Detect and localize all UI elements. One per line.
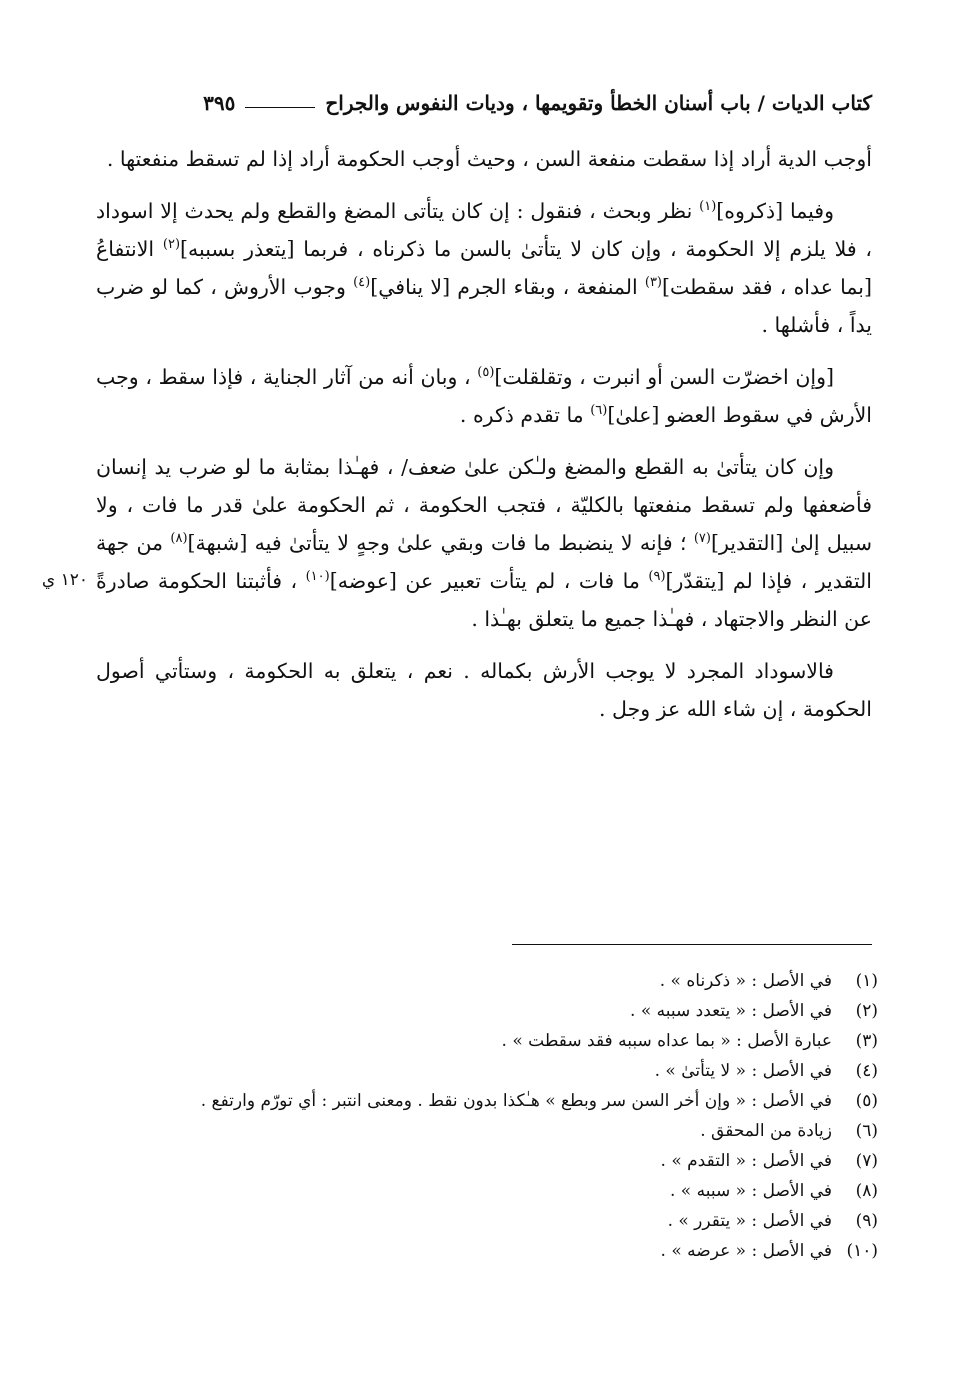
paragraph-3 <box>96 358 872 434</box>
page-number: ٣٩٥ <box>203 91 236 115</box>
paragraph-4 <box>96 448 872 638</box>
running-header <box>112 86 872 120</box>
text-segment: المنفعة ، وبقاء الجرم [لا ينافي] <box>370 275 645 299</box>
paragraph-2 <box>96 192 872 344</box>
footnote-text: في الأصل : « ذكرناه » . <box>659 971 832 991</box>
footnote-ref-7: (٧) <box>693 531 711 547</box>
footnote-number: (٨) <box>855 1181 878 1201</box>
footnote-ref-3: (٣) <box>644 275 662 291</box>
footnote-divider <box>512 944 872 945</box>
footnote <box>96 1056 878 1086</box>
text-segment: فالاسوداد المجرد لا يوجب الأرش بكماله . نعم ، يتعلق به الحكومة ، وستأتي أصول الحكومة ، إن شاء الله عز وجل . <box>96 659 872 721</box>
footnote-text: في الأصل : « لا يتأتىٰ » . <box>654 1061 832 1081</box>
footnote-number: (٧) <box>855 1151 878 1171</box>
footnote-text: في الأصل : « سببه » . <box>670 1181 832 1201</box>
footnote-number: (٩) <box>855 1211 878 1231</box>
footnote-ref-4: (٤) <box>353 275 371 291</box>
text-segment: وفيما [ذكروه] <box>716 199 834 223</box>
manuscript-folio-note: ١٢٠ ي <box>41 570 88 590</box>
main-text <box>96 140 872 728</box>
footnote-number: (٦) <box>855 1121 878 1141</box>
text-segment: [وإن اخضرّت السن أو انبرت ، وتقلقلت] <box>494 365 834 389</box>
footnote <box>96 1236 878 1266</box>
footnote <box>96 1146 878 1176</box>
footnotes <box>96 966 878 1266</box>
text-segment: من جهة التقدير ، فإذا لم [يتقدّر] <box>96 531 872 593</box>
footnote-number: (٢) <box>855 1001 878 1021</box>
footnote-text: في الأصل : « عرضه » . <box>660 1241 832 1261</box>
footnote-text: في الأصل : « يتعدد سببه » . <box>630 1001 832 1021</box>
text-segment: ، فأثبتنا الحكومة صادرةً عن النظر والاجتهاد ، فهـٰذا جميع ما يتعلق بهـٰذا . <box>96 569 872 631</box>
text-segment: أوجب الدية أراد إذا سقطت منفعة السن ، وحيث أوجب الحكومة أراد إذا لم تسقط منفعتها . <box>106 147 872 171</box>
footnote-ref-5: (٥) <box>477 365 495 381</box>
text-segment: نظر وبحث ، فنقول : إن كان يتأتى المضغ والقطع ولم يحدث إلا اسوداد ، فلا يلزم إلا الحكومة ، وإن كان لا يتأتىٰ بالسن ما ذكرناه ، فربما [يتعذر بسببه] <box>96 199 872 261</box>
footnote <box>96 1086 878 1116</box>
footnote <box>96 1206 878 1236</box>
footnote-text: في الأصل : « التقدم » . <box>660 1151 832 1171</box>
footnote-text: عبارة الأصل : « بما عداه سببه فقد سقطت » . <box>501 1031 832 1051</box>
footnote-number: (١) <box>855 971 878 991</box>
text-segment: وإن كان يتأتىٰ به القطع والمضغ ولـٰكن علىٰ ضعف/ ، فهـٰذا بمثابة ما لو ضرب يد إنسان فأضعفها ولم تسقط منفعتها بالكليّة ، فتجب الحكومة ، ثم الحكومة علىٰ قدر ما فات ، ولا سبيل إلىٰ [التقدير] <box>96 455 872 555</box>
footnote-number: (٤) <box>855 1061 878 1081</box>
footnote-number: (١٠) <box>846 1241 878 1261</box>
footnote <box>96 1116 878 1146</box>
footnote <box>96 996 878 1026</box>
text-segment: الانتفاعُ [بما عداه ، فقد سقطت] <box>96 237 872 299</box>
footnote-ref-9: (٩) <box>648 569 666 585</box>
footnote-ref-6: (٦) <box>590 403 608 419</box>
footnote-text: في الأصل : « وإن أخر السن سر وبطع » هـٰكذا بدون نقط . ومعنى انتبر : أي تورّم وارتفع . <box>200 1091 832 1111</box>
paragraph-1 <box>96 140 872 178</box>
text-segment: ، وبان أنه من آثار الجناية ، فإذا سقط ، وجب الأرش في سقوط العضو [علىٰ] <box>96 365 872 427</box>
footnote-ref-10: (١٠) <box>305 569 330 585</box>
footnote <box>96 966 878 996</box>
footnote <box>96 1026 878 1056</box>
footnote-ref-2: (٢) <box>162 237 181 253</box>
text-segment: وجوب الأروش ، كما لو ضرب يداً ، فأشلها . <box>96 275 872 337</box>
footnote-ref-1: (١) <box>699 199 717 215</box>
footnote-ref-8: (٨) <box>170 531 188 547</box>
header-rule <box>245 107 315 108</box>
footnote <box>96 1176 878 1206</box>
footnote-text: زيادة من المحقق . <box>700 1121 832 1141</box>
text-segment: ما فات ، لم يتأت تعبير عن [عوضه] <box>329 569 649 593</box>
footnote-text: في الأصل : « يتقرر » . <box>667 1211 832 1231</box>
text-segment: ؛ فإنه لا ينضبط ما فات وبقي علىٰ وجهٍ لا يتأتىٰ فيه [شبهة] <box>187 531 694 555</box>
footnote-number: (٥) <box>855 1091 878 1111</box>
header-title: كتاب الديات / باب أسنان الخطأ وتقويمها ، وديات النفوس والجراح <box>325 91 872 115</box>
text-segment: ما تقدم ذكره . <box>459 403 591 427</box>
footnote-number: (٣) <box>855 1031 878 1051</box>
paragraph-5 <box>96 652 872 728</box>
